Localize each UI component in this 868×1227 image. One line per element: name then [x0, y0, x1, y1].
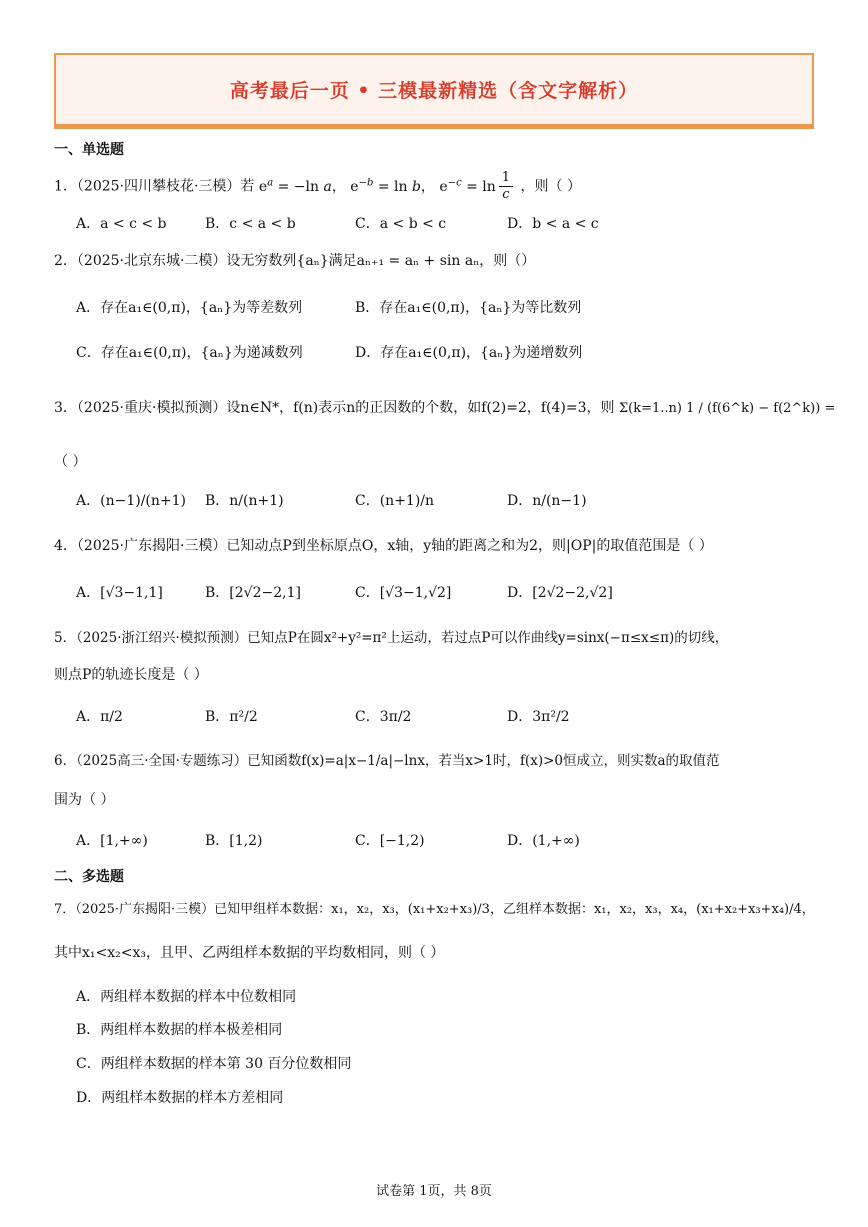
question-3 — [54, 398, 836, 419]
q4-option-d[interactable]: D．[2√2−2,√2] — [507, 585, 613, 601]
q3-sum: Σ(k=1..n) 1 / (f(6^k) − f(2^k)) = — [618, 401, 836, 416]
question-2: 2．（2025·北京东城·二模）设无穷数列{aₙ}满足aₙ₊₁ = aₙ + sin aₙ，则（） — [54, 253, 536, 269]
question-5-line2: 则点P的轨迹长度是（ ） — [54, 667, 208, 683]
q1-suffix: ，则（ ） — [520, 178, 581, 195]
q5-option-a[interactable]: A．π/2 — [76, 709, 123, 725]
question-1 — [54, 170, 816, 203]
q2-option-a[interactable]: A．存在a₁∈(0,π)，{aₙ}为等差数列 — [76, 300, 303, 316]
q4-option-b[interactable]: B．[2√2−2,1] — [205, 585, 301, 601]
q1-prefix: 1．（2025·四川攀枝花·三模）若 — [54, 178, 255, 195]
page-footer: 试卷第 1页，共 8页 — [376, 1184, 492, 1199]
question-5-line1: 5．（2025·浙江绍兴·模拟预测）已知点P在圆x²+y²=π²上运动，若过点P可以作曲线y=sinx(−π≤x≤π)的切线， — [54, 630, 729, 646]
q3-option-b[interactable]: B．n/(n+1) — [205, 493, 284, 509]
q1-cond2: $e^{-b} = \ln b$， — [350, 176, 435, 195]
q3-text: 3．（2025·重庆·模拟预测）设n∈N*，f(n)表示n的正因数的个数，如f(2)=2，f(4)=3，则 — [54, 400, 615, 416]
question-6-line1: 6．（2025高三·全国·专题练习）已知函数f(x)=a|x−1/a|−lnx，若当x>1时，f(x)>0恒成立，则实数a的取值范 — [54, 753, 720, 769]
q7-option-a[interactable]: A．两组样本数据的样本中位数相同 — [76, 989, 297, 1005]
q7-option-d[interactable]: D．两组样本数据的样本方差相同 — [76, 1090, 284, 1106]
q2-option-c[interactable]: C．存在a₁∈(0,π)，{aₙ}为递减数列 — [76, 345, 303, 361]
q5-option-c[interactable]: C．3π/2 — [355, 709, 412, 725]
q5-option-b[interactable]: B．π²/2 — [205, 709, 258, 725]
q1-option-d[interactable]: D．b < a < c — [507, 216, 599, 232]
q3-option-a[interactable]: A．(n−1)/(n+1) — [76, 493, 186, 509]
q5-option-d[interactable]: D．3π²/2 — [507, 709, 570, 725]
q1-option-b[interactable]: B．c < a < b — [205, 216, 296, 232]
question-6-line2: 围为（ ） — [54, 792, 115, 808]
page-title: 高考最后一页 • 三模最新精选（含文字解析） — [229, 80, 639, 102]
question-7-line2: 其中x₁<x₂<x₃，且甲、乙两组样本数据的平均数相同，则（ ） — [54, 945, 445, 961]
q4-option-a[interactable]: A．[√3−1,1] — [76, 585, 163, 601]
q2-option-d[interactable]: D．存在a₁∈(0,π)，{aₙ}为递增数列 — [355, 345, 583, 361]
q4-option-c[interactable]: C．[√3−1,√2] — [355, 585, 452, 601]
q3-paren: （ ） — [54, 454, 87, 470]
title-banner — [54, 53, 814, 129]
q6-option-b[interactable]: B．[1,2) — [205, 833, 263, 849]
q6-option-a[interactable]: A．[1,+∞) — [76, 833, 148, 849]
q2-option-b[interactable]: B．存在a₁∈(0,π)，{aₙ}为等比数列 — [355, 300, 582, 316]
q7-option-b[interactable]: B．两组样本数据的样本极差相同 — [76, 1022, 283, 1038]
q3-option-d[interactable]: D．n/(n−1) — [507, 493, 587, 509]
question-4: 4．（2025·广东揭阳·三模）已知动点P到坐标原点O，x轴，y轴的距离之和为2，则|OP|的取值范围是（ ） — [54, 538, 713, 554]
q6-option-c[interactable]: C．[−1,2) — [355, 833, 425, 849]
q7-option-c[interactable]: C．两组样本数据的样本第 30 百分位数相同 — [76, 1056, 352, 1072]
q1-cond1: $e^a = -\ln$ a， — [258, 176, 346, 195]
q1-cond3: $e^{-c} = \ln$ $\frac{1}{c}$ — [439, 179, 516, 195]
section-single-choice: 一、单选题 — [54, 142, 124, 158]
q6-option-d[interactable]: D．(1,+∞) — [507, 833, 580, 849]
section-multi-choice: 二、多选题 — [54, 869, 124, 885]
question-7-line1: 7．（2025·广东揭阳·三模）已知甲组样本数据：x₁，x₂，x₃，(x₁+x₂+x₃)/3，乙组样本数据：x₁，x₂，x₃，x₄，(x₁+x₂+x₃+x₄)/4， — [54, 902, 815, 917]
q1-option-a[interactable]: A．a < c < b — [76, 216, 167, 232]
q3-option-c[interactable]: C．(n+1)/n — [355, 493, 435, 509]
q1-option-c[interactable]: C．a < b < c — [355, 216, 447, 232]
